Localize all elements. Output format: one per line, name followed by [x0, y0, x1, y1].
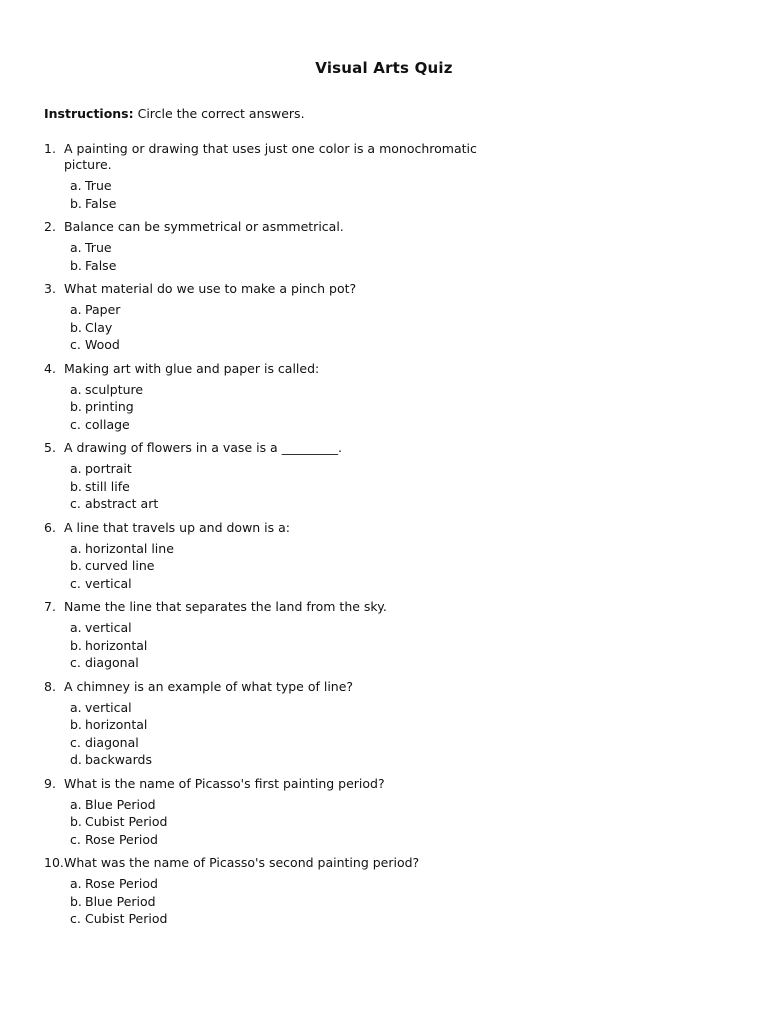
- question-text: What material do we use to make a pinch pot?: [64, 281, 357, 296]
- question-item: [44, 361, 504, 434]
- question-number: 4.: [44, 360, 56, 376]
- option-letter: c.: [70, 655, 81, 670]
- option-letter: a.: [70, 240, 82, 255]
- answer-option: [70, 478, 504, 496]
- question-number: 3.: [44, 281, 56, 296]
- option-text: horizontal: [85, 637, 148, 653]
- answer-option: [70, 257, 504, 275]
- option-letter: c.: [70, 831, 81, 847]
- option-text: False: [85, 195, 117, 211]
- answer-option: [70, 540, 504, 558]
- option-letter: b.: [70, 257, 82, 273]
- option-letter: b.: [70, 399, 82, 414]
- question-text: A line that travels up and down is a:: [64, 519, 291, 535]
- page-title: Visual Arts Quiz: [315, 59, 453, 77]
- option-letter: b.: [70, 195, 82, 211]
- instructions: [44, 106, 305, 121]
- answer-option: [70, 619, 504, 637]
- option-text: collage: [85, 416, 130, 432]
- question-number: 8.: [44, 678, 56, 694]
- option-letter: d.: [70, 752, 82, 767]
- question-item: [44, 281, 504, 354]
- question-item: [44, 440, 504, 513]
- question-item: [44, 141, 504, 212]
- question-number: 10.: [44, 855, 64, 870]
- instructions-text: Circle the correct answers.: [137, 106, 305, 121]
- option-text: printing: [85, 399, 134, 414]
- option-text: Cubist Period: [85, 814, 168, 829]
- question-number: 9.: [44, 775, 56, 791]
- question-text: Name the line that separates the land from the sky.: [64, 599, 387, 614]
- answer-options: [44, 796, 504, 849]
- answer-options: [44, 875, 504, 928]
- question-item: [44, 679, 504, 769]
- option-letter: b.: [70, 558, 82, 573]
- answer-option: [70, 699, 504, 717]
- option-text: Cubist Period: [85, 911, 168, 926]
- question-item: [44, 520, 504, 593]
- question-number: 5.: [44, 440, 56, 455]
- answer-option: [70, 319, 504, 337]
- option-text: vertical: [85, 575, 132, 591]
- option-letter: b.: [70, 814, 82, 829]
- option-letter: b.: [70, 637, 82, 653]
- answer-option: [70, 716, 504, 734]
- answer-option: [70, 813, 504, 831]
- answer-option: [70, 893, 504, 911]
- question-text: What is the name of Picasso's first painting period?: [64, 775, 385, 791]
- option-text: diagonal: [85, 655, 139, 670]
- option-text: vertical: [85, 620, 132, 635]
- answer-options: [44, 699, 504, 769]
- option-text: False: [85, 257, 117, 273]
- option-letter: c.: [70, 734, 81, 750]
- question-text: A drawing of flowers in a vase is a _________.: [64, 440, 342, 455]
- answer-options: [44, 239, 504, 274]
- option-text: True: [85, 240, 112, 255]
- option-letter: c.: [70, 575, 81, 591]
- instructions-label: Instructions:: [44, 106, 134, 121]
- option-letter: c.: [70, 337, 81, 352]
- option-text: Wood: [85, 337, 120, 352]
- answer-option: [70, 301, 504, 319]
- option-letter: a.: [70, 876, 82, 891]
- answer-options: [44, 540, 504, 593]
- option-letter: a.: [70, 620, 82, 635]
- option-text: True: [85, 178, 112, 193]
- question-text: Making art with glue and paper is called:: [64, 360, 320, 376]
- answer-option: [70, 796, 504, 814]
- answer-option: [70, 336, 504, 354]
- answer-option: [70, 416, 504, 434]
- option-text: Blue Period: [85, 796, 156, 812]
- option-text: Paper: [85, 302, 121, 317]
- option-letter: a.: [70, 796, 82, 812]
- option-letter: b.: [70, 319, 82, 335]
- answer-option: [70, 875, 504, 893]
- answer-option: [70, 381, 504, 399]
- option-letter: c.: [70, 496, 81, 511]
- question-number: 1.: [44, 141, 56, 156]
- option-letter: a.: [70, 381, 82, 397]
- option-letter: b.: [70, 478, 82, 494]
- option-text: Blue Period: [85, 893, 156, 909]
- option-text: vertical: [85, 699, 132, 715]
- answer-option: [70, 575, 504, 593]
- option-text: horizontal: [85, 717, 148, 732]
- option-letter: a.: [70, 540, 82, 556]
- answer-options: [44, 177, 504, 212]
- option-letter: c.: [70, 911, 81, 926]
- answer-option: [70, 398, 504, 416]
- answer-options: [44, 381, 504, 434]
- answer-option: [70, 637, 504, 655]
- option-text: sculpture: [85, 381, 144, 397]
- option-text: horizontal line: [85, 540, 174, 556]
- answer-option: [70, 734, 504, 752]
- option-letter: a.: [70, 699, 82, 715]
- answer-option: [70, 495, 504, 513]
- answer-option: [70, 654, 504, 672]
- question-list: [44, 141, 504, 935]
- question-item: [44, 855, 504, 928]
- option-text: diagonal: [85, 734, 139, 750]
- answer-option: [70, 177, 504, 195]
- option-text: abstract art: [85, 496, 159, 511]
- answer-option: [70, 910, 504, 928]
- option-letter: b.: [70, 893, 82, 909]
- option-text: backwards: [85, 752, 152, 767]
- question-text: A chimney is an example of what type of line?: [64, 678, 354, 694]
- question-number: 7.: [44, 599, 56, 614]
- question-item: [44, 599, 504, 672]
- option-letter: c.: [70, 416, 81, 432]
- option-text: portrait: [85, 461, 132, 476]
- question-number: 6.: [44, 519, 56, 535]
- question-text: A painting or drawing that uses just one color is a monochromatic picture.: [64, 141, 477, 172]
- option-letter: b.: [70, 717, 82, 732]
- question-number: 2.: [44, 219, 56, 234]
- option-text: curved line: [85, 558, 155, 573]
- question-item: [44, 219, 504, 274]
- answer-option: [70, 831, 504, 849]
- answer-option: [70, 460, 504, 478]
- option-text: Rose Period: [85, 831, 158, 847]
- option-letter: a.: [70, 178, 82, 193]
- question-item: [44, 776, 504, 849]
- answer-option: [70, 557, 504, 575]
- option-text: still life: [85, 478, 130, 494]
- question-text: Balance can be symmetrical or asmmetrical.: [64, 219, 344, 234]
- answer-option: [70, 239, 504, 257]
- option-text: Rose Period: [85, 876, 158, 891]
- option-text: Clay: [85, 319, 113, 335]
- answer-options: [44, 301, 504, 354]
- option-letter: a.: [70, 302, 82, 317]
- answer-options: [44, 460, 504, 513]
- answer-option: [70, 195, 504, 213]
- question-text: What was the name of Picasso's second painting period?: [64, 855, 420, 870]
- option-letter: a.: [70, 461, 82, 476]
- answer-option: [70, 751, 504, 769]
- answer-options: [44, 619, 504, 672]
